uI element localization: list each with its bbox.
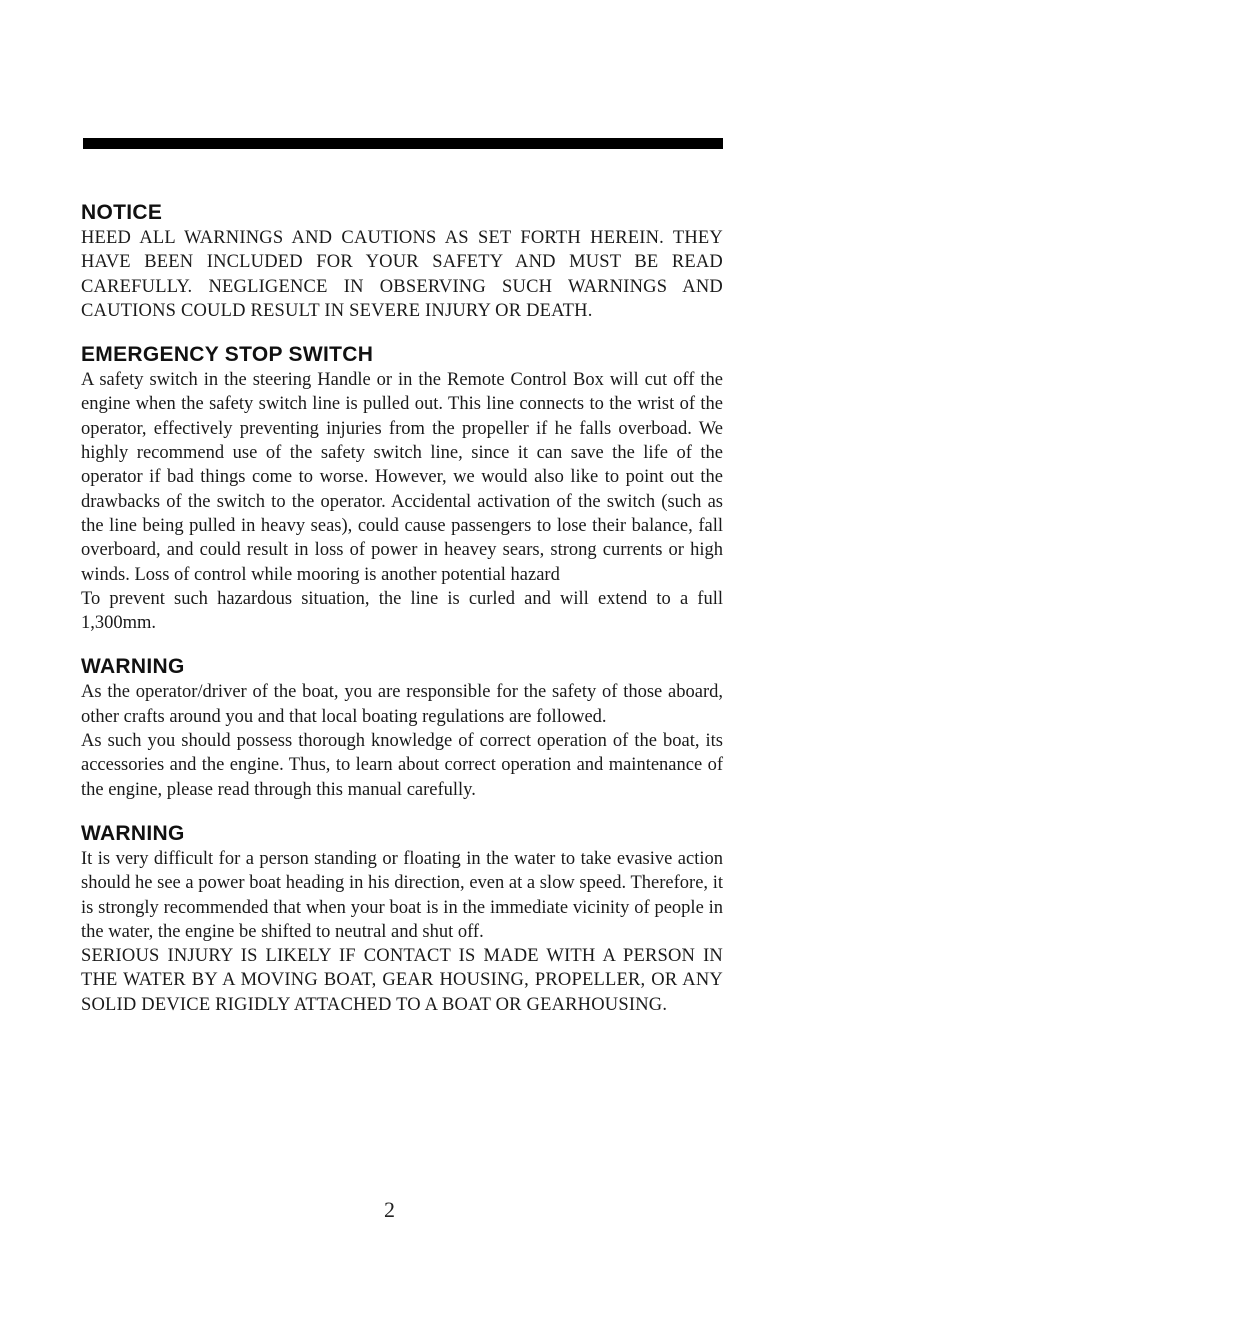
warning-section-2 xyxy=(81,821,723,1017)
warning-section-1 xyxy=(81,654,723,801)
warning-2-text: It is very difficult for a person standing or floating in the water to take evasive action should he see a power boat heading in his direction, even at a slow speed. Therefore, it is strongly recommended that when your boat is in the immediate vicinity of people in the water, the engine be shifted to neutral and shut off. xyxy=(81,848,723,942)
warning-2-caps-text: SERIOUS INJURY IS LIKELY IF CONTACT IS MADE WITH A PERSON IN THE WATER BY A MOVING BOAT, GEAR HOUSING, PROPELLER, OR ANY SOLID DEVICE RIGIDLY ATTACHED TO A BOAT OR GEARHOUSING. xyxy=(81,946,723,1015)
notice-heading: NOTICE xyxy=(81,201,163,224)
warning-1-text: As the operator/driver of the boat, you are responsible for the safety of those aboard, other crafts around you and that local boating regulations are followed. xyxy=(81,682,723,727)
page-number: 2 xyxy=(384,1197,395,1222)
warning-heading-2: WARNING xyxy=(81,821,185,845)
emergency-stop-heading: EMERGENCY STOP SWITCH xyxy=(81,343,374,367)
emergency-stop-text: A safety switch in the steering Handle or in the Remote Control Box will cut off the engine when the safety switch line is pulled out. This line connects to the wrist of the operator, effectively preventing injuries from the propeller if he falls overboad. We highly recommend use of the safety switch line, since it can save the life of the operator if bad things come to worse. However, we would also like to point out the drawbacks of the switch to the operator. Accidental activation of the switch (such as the line being pulled in heavy seas), could cause passengers to lose their balance, fall overboard, and could result in loss of power in heavey sears, strong currents or high winds. Loss of control while mooring is another potential hazard xyxy=(81,370,723,585)
header-rule xyxy=(83,138,723,149)
notice-section xyxy=(81,200,723,323)
emergency-stop-section xyxy=(81,342,723,635)
emergency-stop-note: To prevent such hazardous situation, the line is curled and will extend to a full 1,300mm. xyxy=(81,588,723,634)
warning-1-note: As such you should possess thorough knowledge of correct operation of the boat, its accessories and the engine. Thus, to learn about correct operation and maintenance of the engine, please read through this manual carefully. xyxy=(81,731,723,800)
notice-text: HEED ALL WARNINGS AND CAUTIONS AS SET FORTH HEREIN. THEY HAVE BEEN INCLUDED FOR YOUR SAFETY AND MUST BE READ CAREFULLY. NEGLIGENCE IN OBSERVING SUCH WARNINGS AND CAUTIONS COULD RESULT IN SEVERE INJURY OR DEATH. xyxy=(81,228,723,321)
page-content xyxy=(81,200,723,1017)
warning-heading-1: WARNING xyxy=(81,655,185,679)
